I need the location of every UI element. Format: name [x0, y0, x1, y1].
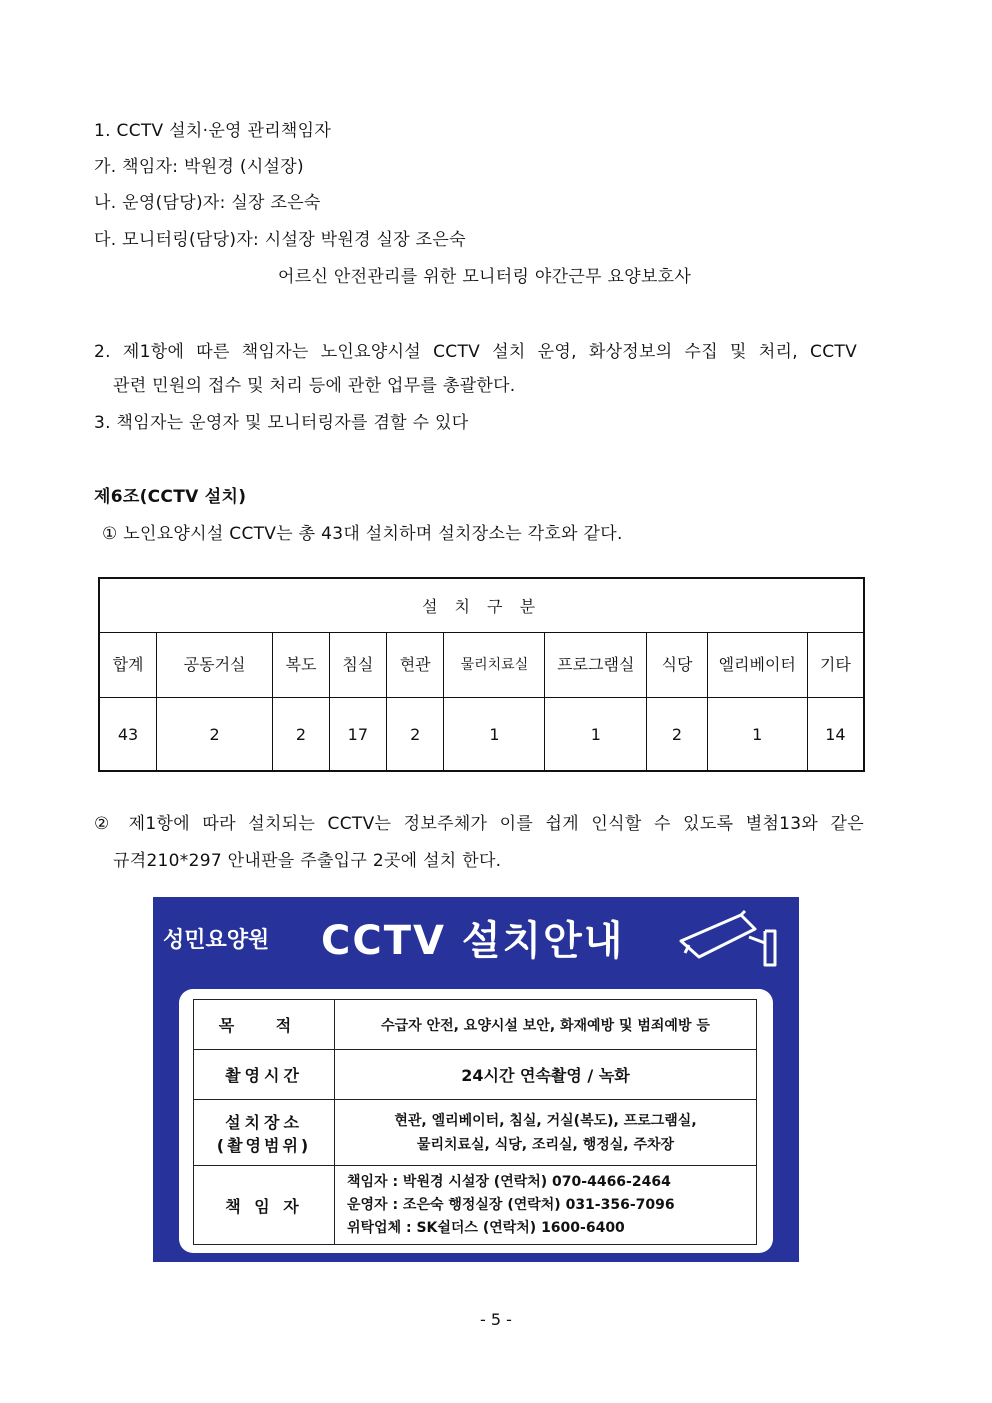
time-key: 촬영시간: [194, 1050, 335, 1100]
category-physio-room: 물리치료실: [444, 633, 545, 698]
value-program-room: 1: [545, 698, 647, 772]
board-title: CCTV 설치안내: [321, 918, 625, 964]
responsible-value: [335, 1166, 757, 1245]
category-bedroom: 침실: [329, 633, 386, 698]
monitoring-person: 다. 모니터링(담당)자: 시설장 박원경 실장 조은숙: [94, 230, 466, 250]
install-table-header: 설 치 구 분: [99, 578, 864, 633]
place-value-line1: 현관, 엘리베이터, 침실, 거실(복도), 프로그램실,: [394, 1112, 697, 1129]
place-key-line1: 설치장소: [225, 1112, 303, 1132]
board-info-panel: [179, 989, 773, 1253]
board-brand: 성민요양원: [163, 928, 270, 953]
place-key-line2: (촬영범위): [216, 1135, 312, 1155]
category-hallway: 복도: [273, 633, 330, 698]
category-living-room: 공동거실: [157, 633, 273, 698]
article6-para2-line1: ② 제1항에 따라 설치되는 CCTV는 정보주체가 이를 쉽게 인식할 수 있도록 별첨13와 같은: [94, 814, 864, 834]
operator-person: 나. 운영(담당)자: 실장 조은숙: [94, 193, 321, 213]
value-other: 14: [807, 698, 864, 772]
value-living-room: 2: [157, 698, 273, 772]
value-hallway: 2: [273, 698, 330, 772]
category-entrance: 현관: [386, 633, 444, 698]
install-location-table: [98, 577, 865, 772]
section2-line1: 2. 제1항에 따른 책임자는 노인요양시설 CCTV 설치 운영, 화상정보의 수집 및 처리, CCTV: [94, 342, 857, 362]
value-bedroom: 17: [329, 698, 386, 772]
category-dining: 식당: [647, 633, 707, 698]
article6-title: 제6조(CCTV 설치): [94, 487, 247, 507]
category-other: 기타: [807, 633, 864, 698]
place-value-line2: 물리치료실, 식당, 조리실, 행정실, 주차장: [416, 1136, 675, 1153]
cctv-notice-board: [153, 897, 799, 1262]
place-value: [335, 1100, 757, 1166]
page-number: - 5 -: [480, 1310, 512, 1329]
board-info-table: [193, 999, 757, 1245]
section1-title: 1. CCTV 설치·운영 관리책임자: [94, 121, 332, 141]
category-total: 합계: [99, 633, 157, 698]
responsible-line1: 책임자 : 박원경 시설장 (연락처) 070-4466-2464: [347, 1173, 671, 1190]
article6-para2-line2: 규격210*297 안내판을 주출입구 2곳에 설치 한다.: [113, 851, 502, 871]
purpose-value: 수급자 안전, 요양시설 보안, 화재예방 및 범죄예방 등: [335, 1000, 757, 1050]
monitoring-person-cont: 어르신 안전관리를 위한 모니터링 야간근무 요양보호사: [278, 267, 692, 287]
cctv-camera-icon: [675, 907, 785, 967]
value-total: 43: [99, 698, 157, 772]
value-dining: 2: [647, 698, 707, 772]
article6-para1: ① 노인요양시설 CCTV는 총 43대 설치하며 설치장소는 각호와 같다.: [102, 524, 623, 544]
responsible-line3: 위탁업체 : SK쉴더스 (연락처) 1600-6400: [347, 1219, 625, 1236]
category-elevator: 엘리베이터: [707, 633, 807, 698]
value-elevator: 1: [707, 698, 807, 772]
section2-line2: 관련 민원의 접수 및 처리 등에 관한 업무를 총괄한다.: [113, 376, 516, 396]
value-entrance: 2: [386, 698, 444, 772]
responsible-line2: 운영자 : 조은숙 행정실장 (연락처) 031-356-7096: [347, 1196, 675, 1213]
responsible-person: 가. 책임자: 박원경 (시설장): [94, 157, 304, 177]
responsible-key: 책 임 자: [194, 1166, 335, 1245]
section3-line: 3. 책임자는 운영자 및 모니터링자를 겸할 수 있다: [94, 413, 469, 433]
place-key: [194, 1100, 335, 1166]
category-program-room: 프로그램실: [545, 633, 647, 698]
purpose-key: 목 적: [194, 1000, 335, 1050]
value-physio-room: 1: [444, 698, 545, 772]
time-value: 24시간 연속촬영 / 녹화: [335, 1050, 757, 1100]
